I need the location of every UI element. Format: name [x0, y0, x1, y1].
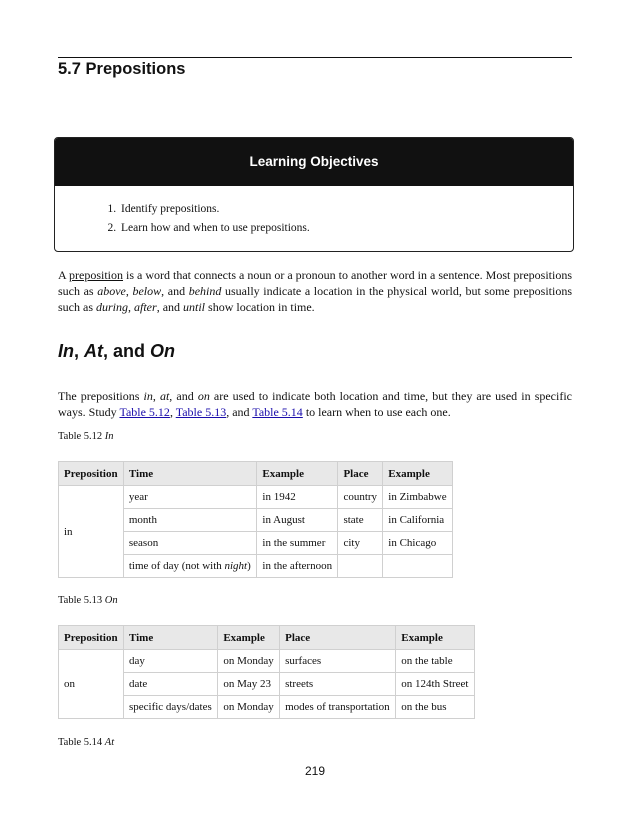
- table-cell: state: [338, 509, 383, 532]
- subsection-heading: In, At, and On: [58, 341, 176, 361]
- table-cell: country: [338, 486, 383, 509]
- table-cell: month: [123, 509, 257, 532]
- table-row: [59, 486, 453, 509]
- objective-item: 1. Identify prepositions.: [119, 200, 573, 219]
- table-in: [58, 461, 453, 578]
- intro-paragraph: A preposition is a word that connects a noun or a pronoun to another word in a sentence. Most prepositions such as above, below, and behind usually indicate a location in the physical world, but some prepositions such as during, after, and until show location in time.: [58, 268, 573, 314]
- table-cell: day: [123, 650, 217, 673]
- table-row: [59, 650, 475, 673]
- table-cell: on Monday: [218, 650, 280, 673]
- table-cell: on the table: [396, 650, 475, 673]
- table-cell: year: [123, 486, 257, 509]
- link-table-5-14[interactable]: Table 5.14: [252, 405, 303, 419]
- top-rule: [58, 57, 572, 58]
- header-cell: Example: [218, 626, 280, 650]
- table-header-row: [59, 462, 453, 486]
- table-cell: surfaces: [280, 650, 396, 673]
- table-cell: on 124th Street: [396, 673, 475, 696]
- link-table-5-12[interactable]: Table 5.12: [119, 405, 170, 419]
- table-cell: [383, 555, 453, 578]
- page-number: 219: [304, 764, 326, 778]
- table-cell: in the summer: [257, 532, 338, 555]
- table-cell: on May 23: [218, 673, 280, 696]
- objectives-list: [55, 200, 573, 238]
- table-cell: in California: [383, 509, 453, 532]
- table-cell: modes of transportation: [280, 696, 396, 719]
- table-cell: in the afternoon: [257, 555, 338, 578]
- table-cell: city: [338, 532, 383, 555]
- preposition-cell: on: [59, 650, 124, 719]
- header-cell: Example: [257, 462, 338, 486]
- table-cell: specific days/dates: [123, 696, 217, 719]
- table-cell: time of day (not with night): [123, 555, 257, 578]
- table-cell: in August: [257, 509, 338, 532]
- table-cell: [338, 555, 383, 578]
- table-caption-5-12: Table 5.12 In: [58, 431, 114, 442]
- in-at-on-paragraph: The prepositions in, at, and on are used to indicate both location and time, but they are used in specific ways. Study Table 5.12, Table 5.13, and Table 5.14 to learn when to use each one.: [58, 389, 573, 419]
- document-page: [58, 0, 572, 815]
- table-caption-5-13: Table 5.13 On: [58, 595, 118, 606]
- preposition-cell: in: [59, 486, 124, 578]
- section-title: 5.7 Prepositions: [58, 60, 186, 78]
- header-cell: Place: [280, 626, 396, 650]
- table-cell: in Chicago: [383, 532, 453, 555]
- learning-objectives-header: Learning Objectives: [55, 138, 573, 186]
- table-cell: streets: [280, 673, 396, 696]
- table-cell: on Monday: [218, 696, 280, 719]
- objective-item: 2. Learn how and when to use prepositions.: [119, 219, 573, 238]
- header-cell: Place: [338, 462, 383, 486]
- header-cell: Example: [383, 462, 453, 486]
- table-cell: date: [123, 673, 217, 696]
- table-cell: on the bus: [396, 696, 475, 719]
- link-table-5-13[interactable]: Table 5.13: [175, 405, 227, 419]
- table-cell: season: [123, 532, 257, 555]
- header-cell: Preposition: [59, 462, 124, 486]
- table-caption-5-14: Table 5.14 At: [58, 737, 115, 748]
- header-cell: Time: [123, 626, 217, 650]
- header-cell: Example: [396, 626, 475, 650]
- term-preposition: preposition: [69, 268, 124, 282]
- table-cell: in 1942: [257, 486, 338, 509]
- table-header-row: [59, 626, 475, 650]
- header-cell: Preposition: [59, 626, 124, 650]
- table-cell: in Zimbabwe: [383, 486, 453, 509]
- learning-objectives-box: [54, 137, 574, 252]
- header-cell: Time: [123, 462, 257, 486]
- table-on: [58, 625, 475, 719]
